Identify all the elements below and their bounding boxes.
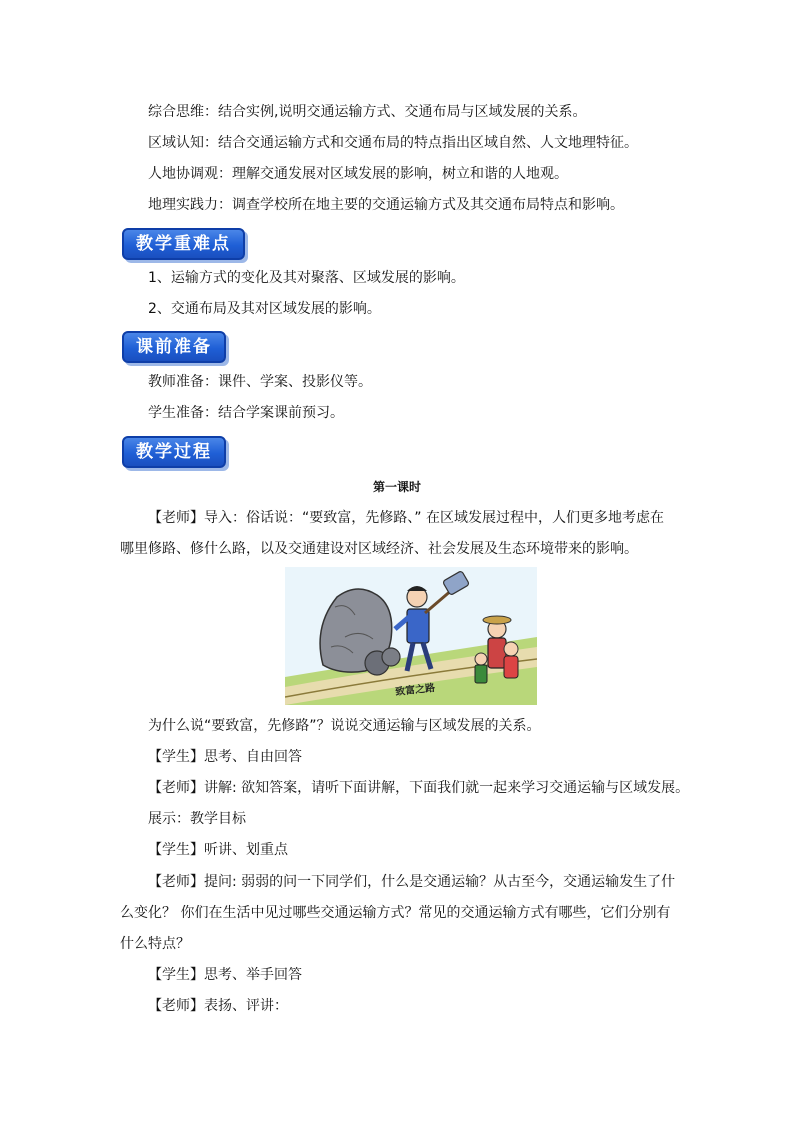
student-answer-1: 【学生】思考、自由回答: [148, 749, 302, 765]
objective-line-1: 综合思维：结合实例,说明交通运输方式、交通布局与区域发展的关系。: [148, 104, 587, 120]
process-heading: 教学过程: [122, 436, 226, 468]
lesson-title: 第一课时: [372, 480, 421, 494]
show-objectives: 展示：教学目标: [148, 811, 246, 827]
prep-heading: 课前准备: [122, 331, 226, 363]
student-prep: 学生准备：结合学案课前预习。: [148, 405, 344, 421]
objective-line-2: 区域认知：结合交通运输方式和交通布局的特点指出区域自然、人文地理特征。: [148, 135, 638, 151]
teacher-question-line-2: 么变化？ 你们在生活中见过哪些交通运输方式？常见的交通运输方式有哪些，它们分别有: [120, 905, 671, 921]
teacher-question-line-3: 什么特点？: [120, 936, 190, 952]
key-point-2: 2、交通布局及其对区域发展的影响。: [148, 301, 381, 317]
objective-line-3: 人地协调观：理解交通发展对区域发展的影响，树立和谐的人地观。: [148, 166, 568, 182]
teacher-explain: 【老师】讲解: 欲知答案，请听下面讲解，下面我们就一起来学习交通运输与区域发展。: [148, 780, 690, 796]
objective-line-4: 地理实践力：调查学校所在地主要的交通运输方式及其交通布局特点和影响。: [148, 197, 624, 213]
teacher-question-line-1: 【老师】提问: 弱弱的问一下同学们，什么是交通运输？从古至今，交通运输发生了什: [148, 874, 676, 890]
road-illustration: [285, 567, 537, 705]
road-sign-label: 致富之路: [394, 682, 436, 699]
key-points-heading: 教学重难点: [122, 228, 245, 260]
key-point-1: 1、运输方式的变化及其对聚落、区域发展的影响。: [148, 270, 465, 286]
student-raise-hand: 【学生】思考、举手回答: [148, 967, 302, 983]
teacher-praise: 【老师】表扬、评讲：: [148, 998, 288, 1014]
student-listen: 【学生】听讲、划重点: [148, 842, 288, 858]
teacher-prep: 教师准备：课件、学案、投影仪等。: [148, 374, 372, 390]
teacher-intro-line-1: 【老师】导入：俗话说：“要致富，先修路、” 在区域发展过程中，人们更多地考虑在: [148, 510, 664, 526]
teacher-intro-line-2: 哪里修路、修什么路，以及交通建设对区域经济、社会发展及生态环境带来的影响。: [120, 541, 638, 557]
question-line: 为什么说“要致富，先修路”？说说交通运输与区域发展的关系。: [148, 718, 541, 734]
